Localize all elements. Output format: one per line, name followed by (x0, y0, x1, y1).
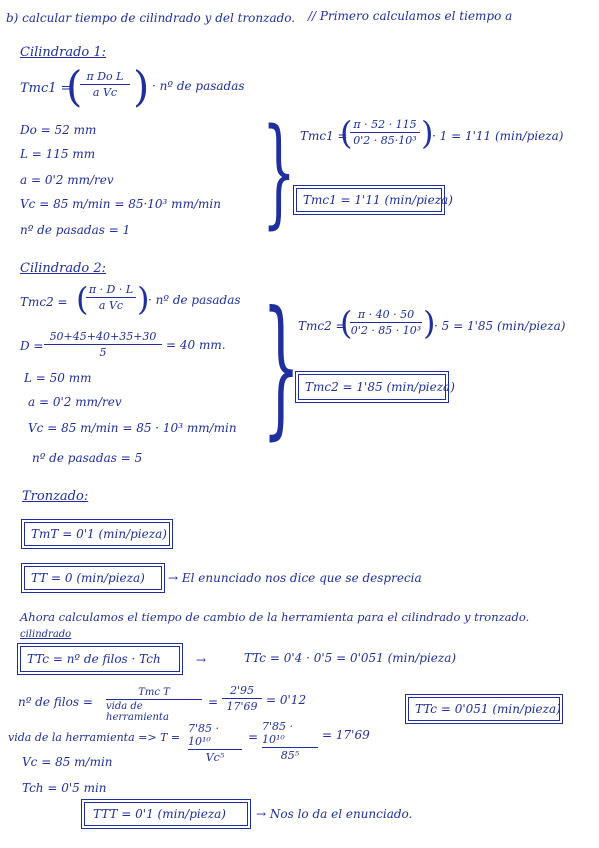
cambio-filos-num2: 2'95 (229, 684, 255, 697)
cil1-formula-tail: · nº de pasadas (152, 79, 245, 93)
cambio-filos-tail: = 0'12 (266, 693, 307, 707)
cil1-formula-lhs: Tmc1 = (20, 81, 72, 96)
cil2-d-fraction (44, 330, 162, 359)
cambio-filos-fraction2 (222, 684, 262, 713)
cambio-filos-lhs: nº de filos = (18, 695, 93, 709)
cil1-calc-tail: · 1 = 1'11 (min/pieza) (432, 129, 564, 143)
cil1-formula-den: a Vc (92, 86, 118, 99)
cil2-calc-tail: · 5 = 1'85 (min/pieza) (434, 319, 566, 333)
part-b-heading: b) calcular tiempo de cilindrado y del tronzado. (6, 11, 296, 25)
cambio-filos-eq: = (208, 695, 219, 709)
cil2-calc-den: 0'2 · 85 · 10³ (350, 324, 422, 337)
cil1-formula-fraction (80, 70, 130, 99)
cil2-calc-lhs: Tmc2 = (298, 319, 346, 333)
cil2-calc-rparen: ) (423, 304, 436, 342)
cil2-d-lhs: D = (20, 339, 44, 353)
tronzado-tmt: TmT = 0'1 (min/pieza) (31, 527, 167, 541)
cambio-vida-bar (188, 749, 242, 750)
cambio-filos-den: vida de herramienta (106, 701, 169, 723)
cil1-calc-bar (350, 132, 420, 133)
cambio-ttc-result-box (408, 697, 560, 721)
cil2-L: L = 50 mm (24, 371, 92, 385)
cambio-intro: Ahora calculamos el tiempo de cambio de la herramienta para el cilindrado y tronzado. (20, 610, 530, 624)
cambio-vida-bar2 (262, 747, 318, 748)
cambio-filos-fraction (106, 687, 202, 723)
cil2-a: a = 0'2 mm/rev (28, 395, 122, 409)
cil2-passes: nº de pasadas = 5 (32, 451, 143, 465)
cambio-filos-bar (106, 699, 202, 700)
cambio-ttc-formula: TTc = nº de filos · Tch (27, 652, 161, 666)
cil1-result: Tmc1 = 1'11 (min/pieza) (303, 193, 453, 207)
cambio-vida-fraction2 (262, 720, 318, 762)
cil2-formula-rparen: ) (137, 280, 150, 318)
cil2-formula-bar (86, 297, 136, 298)
cil1-brace: } (262, 102, 296, 240)
cil1-passes: nº de pasadas = 1 (20, 223, 131, 237)
tronzado-tmt-box (24, 522, 170, 546)
cil1-L: L = 115 mm (20, 147, 96, 161)
cambio-ttt: TTT = 0'1 (min/pieza) (93, 807, 226, 821)
cambio-vida-den2: 85⁵ (280, 749, 300, 762)
cil2-result-box (298, 374, 455, 400)
cambio-vida-num: 7'85 · 10¹⁰ (188, 722, 220, 748)
cil1-formula-rparen: ) (133, 62, 150, 111)
cil2-result: Tmc2 = 1'85 (min/pieza) (305, 380, 455, 394)
cil2-d-tail: = 40 mm. (166, 338, 226, 352)
cambio-vida-num2: 7'85 · 10¹⁰ (262, 720, 294, 746)
cil1-calc-fraction (350, 118, 420, 147)
tronzado-tt-box (24, 566, 162, 590)
tronzado-tt-note: → El enunciado nos dice que se desprecia (168, 571, 422, 585)
cil2-title: Cilindrado 2: (20, 261, 107, 276)
cil1-result-box (296, 188, 453, 212)
cambio-ttc-calc: TTc = 0'4 · 0'5 = 0'051 (min/pieza) (244, 651, 457, 665)
cil2-vc: Vc = 85 m/min = 85 · 10³ mm/min (28, 421, 237, 435)
cil1-d0: Do = 52 mm (20, 123, 97, 137)
cambio-ttc-formula-box (20, 646, 180, 672)
cambio-tch: Tch = 0'5 min (22, 781, 107, 795)
cil2-calc-fraction (350, 308, 422, 337)
cil2-d-den: 5 (99, 346, 107, 359)
cil2-formula-num: π · D · L (88, 283, 134, 296)
cil2-formula-den: a Vc (98, 299, 124, 312)
cil1-vc: Vc = 85 m/min = 85·10³ mm/min (20, 197, 221, 211)
cil1-calc-rparen: ) (421, 114, 434, 152)
cambio-ttc-result: TTc = 0'051 (min/pieza) (415, 702, 561, 716)
cil1-formula-lparen: ( (66, 62, 83, 111)
cil1-calc-den: 0'2 · 85·10³ (353, 134, 417, 147)
cil2-brace: } (262, 280, 301, 454)
cil2-calc-lparen: ( (340, 304, 353, 342)
cil2-d-num: 50+45+40+35+30 (49, 330, 157, 343)
cil2-formula-fraction (86, 283, 136, 312)
cil1-calc-num: π · 52 · 115 (353, 118, 417, 131)
cambio-ttt-box (84, 802, 248, 826)
cil1-title: Cilindrado 1: (20, 45, 107, 60)
cil2-calc-bar (350, 322, 422, 323)
cil1-calc-lparen: ( (340, 114, 353, 152)
cil2-formula-lhs: Tmc2 = (20, 295, 68, 309)
cil2-formula-lparen: ( (76, 280, 89, 318)
cambio-ttt-note: → Nos lo da el enunciado. (256, 807, 413, 821)
tronzado-title: Tronzado: (22, 489, 89, 504)
cambio-filos-num: Tmc T (138, 687, 170, 698)
cambio-filos-bar2 (222, 698, 262, 699)
cil1-a: a = 0'2 mm/rev (20, 173, 114, 187)
cambio-vida-den: Vc⁵ (205, 751, 225, 764)
cambio-vida-fraction (188, 722, 242, 764)
cambio-sub: cilindrado (20, 629, 72, 640)
cambio-filos-den2: 17'69 (226, 700, 258, 713)
cambio-vida-tail: = 17'69 (322, 728, 370, 742)
header-note: // Primero calculamos el tiempo a (308, 9, 513, 23)
cil1-formula-bar (80, 84, 130, 85)
cil1-formula-num: π Do L (86, 70, 124, 83)
cambio-vida-eq: = (248, 730, 259, 744)
cil2-d-bar (44, 344, 162, 345)
cil1-calc-lhs: Tmc1 = (300, 129, 348, 143)
cil2-formula-tail: · nº de pasadas (148, 293, 241, 307)
cambio-vida-lhs: vida de la herramienta => T = (8, 731, 181, 744)
cambio-vc: Vc = 85 m/min (22, 755, 113, 769)
cil2-calc-num: π · 40 · 50 (357, 308, 415, 321)
tronzado-tt: TT = 0 (min/pieza) (31, 571, 145, 585)
cambio-arrow: → (196, 653, 207, 667)
